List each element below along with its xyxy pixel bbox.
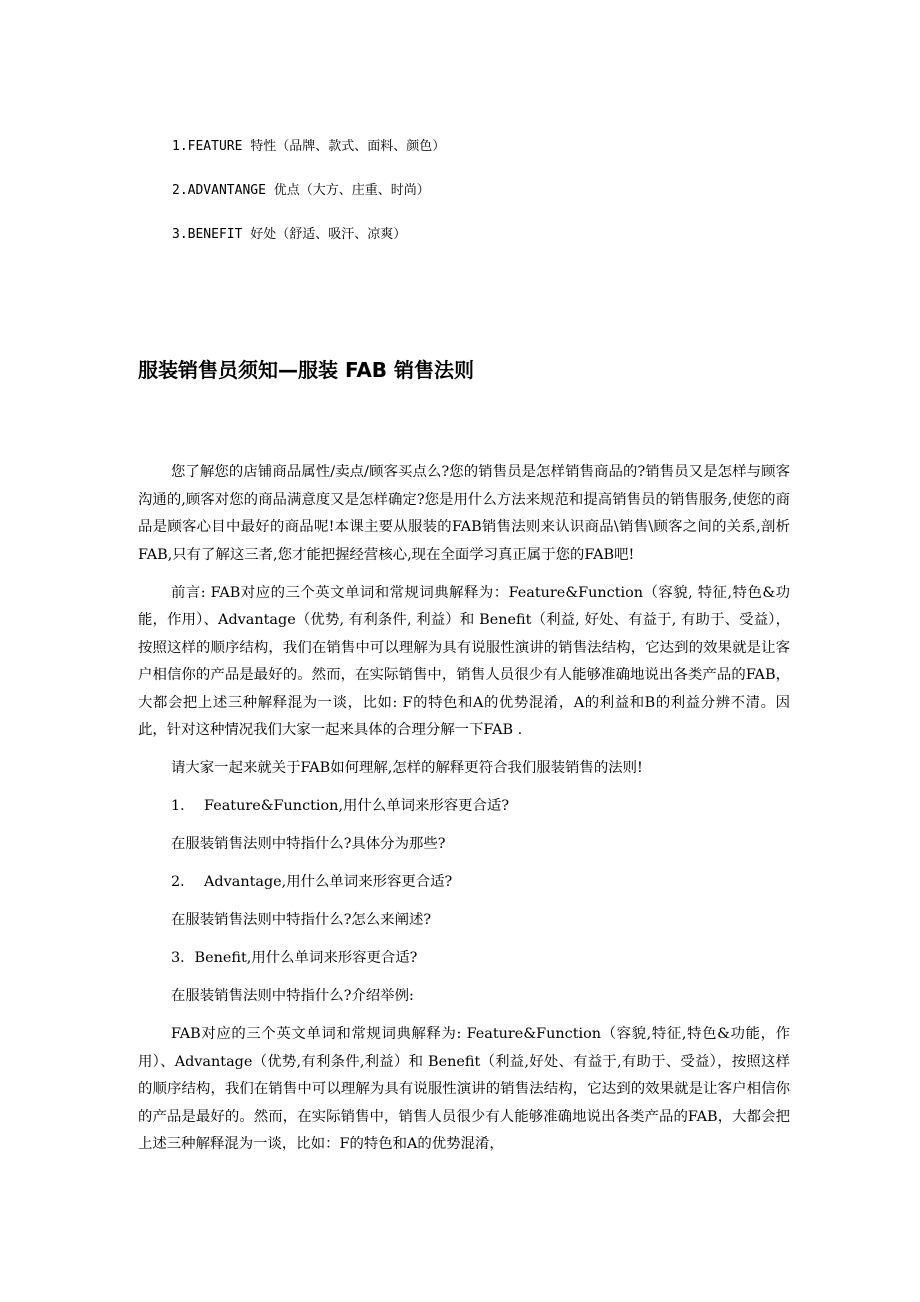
document-title: 服装销售员须知—服装 FAB 销售法则 bbox=[138, 358, 475, 382]
fab-summary-list bbox=[172, 136, 772, 268]
preface-paragraph: 前言: FAB对应的三个英文单词和常规词典解释为：Feature&Function（容貌, 特征,特色&功能，作用）、Advantage（优势, 有利条件, 利益）和 Benefit（利益, 好处、有益于, 有助于、受益），按照这样的顺序结构，我们在销售中可以理解为具有说服性演讲的销售法结构，它达到的效果就是让客户相信你的产品是最好的。然而，在实际销售中，销售人员很少有人能够准确地说出各类产品的FAB，大都会把上述三种解释混为一谈，比如: F的特色和A的优势混淆，A的利益和B的利益分辨不清。因此，针对这种情况我们大家一起来具体的合理分解一下FAB . bbox=[138, 584, 790, 738]
intro-paragraph: 您了解您的店铺商品属性/卖点/顾客买点么?您的销售员是怎样销售商品的?销售员又是怎样与顾客沟通的,顾客对您的商品满意度又是怎样确定?您是用什么方法来规范和提高销售员的销售服务,使您的商品是顾客心目中最好的商品呢!本课主要从服装的FAB销售法则来认识商品\销售\顾客之间的关系,剖析FAB,只有了解这三者,您才能把握经营核心,现在全面学习真正属于您的FAB吧! bbox=[138, 464, 790, 563]
question-2-text: Advantage,用什么单词来形容更合适? bbox=[204, 874, 453, 890]
document-body bbox=[138, 459, 790, 1169]
question-2-sub: 在服装销售法则中特指什么?怎么来阐述? bbox=[171, 912, 432, 928]
question-1-sub: 在服装销售法则中特指什么?具体分为那些? bbox=[171, 836, 446, 852]
question-3-sub: 在服装销售法则中特指什么?介绍举例: bbox=[171, 988, 414, 1004]
question-2-number: 2． bbox=[171, 874, 195, 890]
question-1-number: 1． bbox=[171, 798, 195, 814]
list-item-feature: 1.FEATURE 特性（品牌、款式、面料、颜色） bbox=[172, 139, 446, 154]
question-3-text: Benefit,用什么单词来形容更合适? bbox=[194, 950, 418, 966]
question-3-number: 3． bbox=[171, 950, 195, 966]
question-1-text: Feature&Function,用什么单词来形容更合适? bbox=[204, 798, 510, 814]
invite-paragraph: 请大家一起来就关于FAB如何理解,怎样的解释更符合我们服装销售的法则! bbox=[171, 760, 643, 776]
closing-paragraph: FAB对应的三个英文单词和常规词典解释为: Feature&Function（容貌,特征,特色&功能，作用）、Advantage（优势,有利条件,利益）和 Benefit（利益,好处、有益于,有助于、受益），按照这样的顺序结构，我们在销售中可以理解为具有说服性演讲的销售法结构，它达到的效果就是让客户相信你的产品是最好的。然而，在实际销售中，销售人员很少有人能够准确地说出各类产品的FAB，大都会把上述三种解释混为一谈，比如：F的特色和A的优势混淆， bbox=[138, 1026, 790, 1152]
question-2 bbox=[138, 869, 790, 897]
list-item-benefit: 3.BENEFIT 好处（舒适、吸汗、凉爽） bbox=[172, 227, 407, 242]
question-3 bbox=[138, 945, 790, 973]
list-item-advantage: 2.ADVANTANGE 优点（大方、庄重、时尚） bbox=[172, 183, 430, 198]
question-1 bbox=[138, 793, 790, 821]
